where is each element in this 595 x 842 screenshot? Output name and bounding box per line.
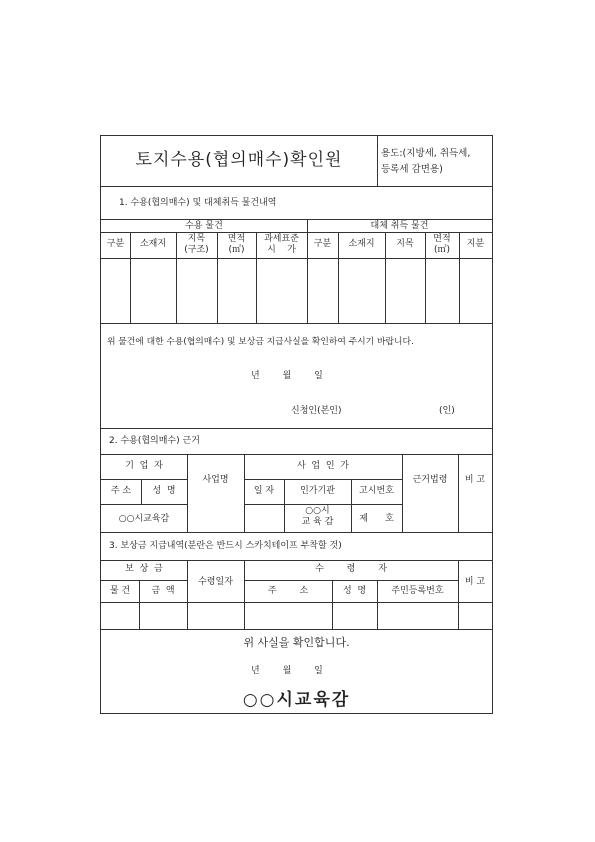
receipt-date-header: 수령일자 (198, 577, 233, 587)
receiver-header: 수 령 자 (315, 564, 387, 574)
remark3-header: 비 고 (464, 577, 486, 587)
receiver-address-header: 주 소 (267, 586, 309, 596)
authority-value: ○○시 교 육 감 (301, 506, 334, 527)
request-date: 년 월 일 (251, 371, 323, 381)
authority-header: 인가기관 (300, 486, 335, 496)
company-value: ○○시교육감 (118, 514, 170, 524)
address-header: 주 소 (110, 486, 132, 496)
usage-line-2: 등록세 감면용) (381, 164, 443, 175)
confirm-date: 년 월 일 (251, 666, 323, 676)
col-area-right: 면적 (㎡) (433, 234, 451, 255)
issuer-name: ○○시교육감 (242, 690, 351, 710)
col-area: 면적 (㎡) (227, 234, 246, 255)
group-expropriated: 수용 물건 (185, 221, 223, 231)
confirmation-form (100, 135, 493, 714)
basis-law-header: 근거법령 (412, 475, 448, 485)
col-location: 소재지 (139, 239, 167, 249)
col-division: 구분 (106, 239, 125, 249)
approval-header: 사 업 인 가 (297, 461, 349, 471)
name-header: 성 명 (152, 486, 176, 496)
request-text: 위 물건에 대한 수용(협의매수) 및 보상금 지급사실을 확인하여 주시기 바랍니다. (107, 337, 414, 347)
section1-heading: 1. 수용(협의매수) 및 대체취득 물건내역 (119, 198, 277, 208)
col-division-right: 구분 (313, 239, 332, 249)
col-location-right: 소재지 (348, 239, 375, 249)
project-header: 사업명 (202, 475, 229, 485)
col-tax-base: 과세표준 시 가 (264, 234, 299, 255)
date-header: 일 자 (253, 486, 275, 496)
usage-line-1: 용도:(지방세, 취득세, (381, 148, 471, 159)
notice-no-value: 제 호 (359, 514, 394, 524)
col-share-right: 지분 (466, 239, 485, 249)
receiver-name-header: 성 명 (342, 586, 367, 596)
col-land-category-right: 지목 (396, 239, 414, 249)
item-header: 물 건 (109, 586, 131, 596)
form-title: 토지수용(협의매수)확인원 (135, 150, 343, 170)
seal-mark: (인) (439, 406, 455, 416)
rrn-header: 주민등록번호 (391, 586, 444, 596)
applicant-label: 신청인(본인) (291, 406, 342, 416)
notice-no-header: 고시번호 (359, 486, 394, 496)
section2-heading: 2. 수용(협의매수) 근거 (109, 436, 200, 446)
company-header: 기 업 자 (125, 461, 163, 471)
confirm-text: 위 사실을 확인합니다. (243, 636, 350, 649)
group-replacement: 대체 취득 물건 (370, 221, 429, 231)
col-land-category: 지목 (구조) (184, 234, 209, 255)
section3-heading: 3. 보상금 지급내역(분란은 반드시 스카치테이프 부착할 것) (109, 541, 342, 551)
remark-header: 비 고 (464, 475, 486, 485)
compensation-header: 보 상 금 (125, 564, 163, 574)
amount-header: 금 액 (151, 586, 175, 596)
